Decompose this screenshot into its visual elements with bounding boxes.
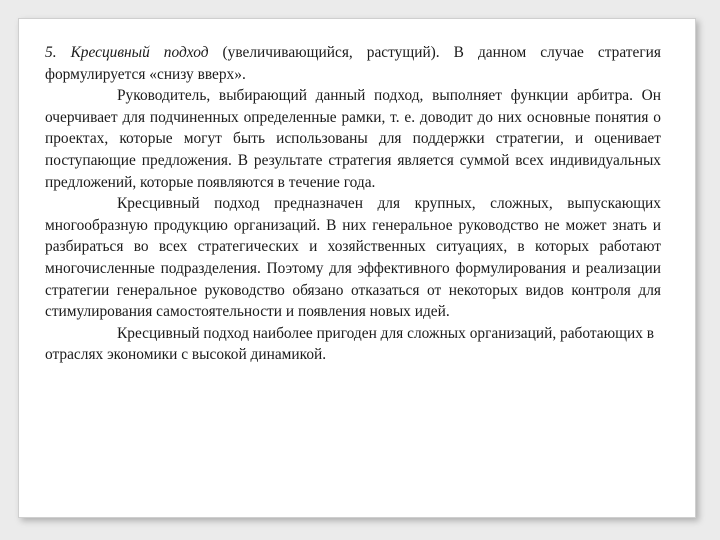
paragraph-suitability: Кресцивный подход наиболее пригоден для сложных организаций, работающих в отраслях экономики с высокой динамикой. — [45, 324, 655, 364]
paragraph-intro — [45, 42, 661, 85]
intro-text: (увеличивающийся, растущий). В данном случае стратегия формулируется «снизу вверх». — [45, 44, 661, 83]
slide-text — [45, 42, 661, 366]
heading-term: Кресцивный подход — [70, 44, 209, 61]
heading-number: 5. — [45, 44, 57, 61]
paragraph-arbiter: Руководитель, выбирающий данный подход, выполняет функции арбитра. Он очерчивает для подчиненных определенные рамки, т. е. доводит до них основные понятия о проектах, которые могут быть использованы для поддержки стратегии, и оценивает поступающие предложения. В результате стратегия является суммой всех индивидуальных предложений, которые появляются в течение года. — [45, 87, 661, 191]
paragraph-purpose: Кресцивный подход предназначен для крупных, сложных, выпускающих многообразную продукцию организаций. В них генеральное руководство не может знать и разбираться во всех стратегических и хозяйственных ситуациях, в которых работают многочисленные подразделения. Поэтому для эффективного формулирования и реализации стратегии генеральное руководство обязано отказаться от некоторых видов контроля для стимулирования самостоятельности и появления новых идей. — [45, 195, 661, 321]
slide — [18, 18, 696, 518]
